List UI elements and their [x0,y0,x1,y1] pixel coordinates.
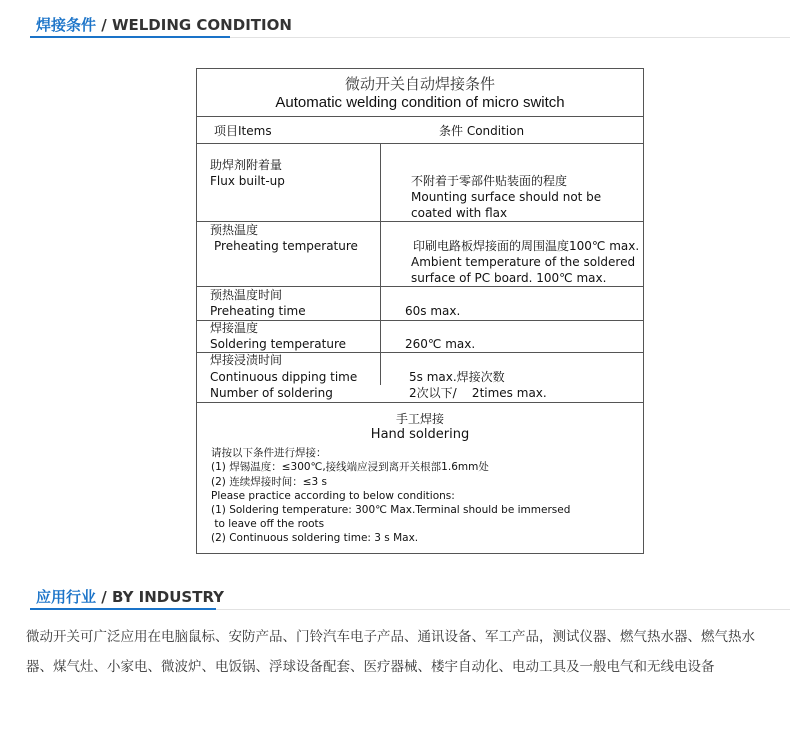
row-solder-temp-en: Soldering temperature [210,337,347,351]
row-preheat-cond-2: Ambient temperature of the soldered [411,255,636,269]
table-rule [197,143,643,144]
hand-instruction-line: (1) Soldering temperature: 300℃ Max.Terminal should be immersed [211,504,571,516]
row-preheat-time-cn: 预热温度时间 [210,288,283,302]
industry-heading-cn: 应用行业 [36,588,97,606]
welding-condition-table [196,68,644,554]
hand-instruction-line: (1) 焊锡温度：≤300℃,接线端应浸到离开关根部1.6mm处 [211,461,489,473]
row-dipping-en: Continuous dipping time [210,370,358,384]
hand-instruction-line: to leave off the roots [211,518,325,530]
hand-soldering-title-en: Hand soldering [370,427,470,442]
industry-heading-en: BY INDUSTRY [111,588,225,606]
hand-instruction-line: Please practice according to below conditions: [211,490,455,502]
row-preheat-cn: 预热温度 [210,223,259,237]
row-dipping-cond-1: 5s max.焊接次数 [409,370,505,384]
doc-title-en: Automatic welding condition of micro switch [275,94,565,111]
header-items: 项目Items [214,124,272,138]
row-solder-temp-cond: 260℃ max. [405,337,476,351]
industry-description: 微动开关可广泛应用在电脑鼠标、安防产品、门铃汽车电子产品、通讯设备、军工产品，测试仪器、燃气热水器、燃气热水器、煤气灶、小家电、微波炉、电饭锅、浮球设备配套、医疗器械、楼宇自动化、电动工具及一般电气和无线电设备 [26,629,755,675]
industry-heading-accent [30,608,216,610]
welding-heading-separator: / [96,16,112,34]
hand-instruction-line: 请按以下条件进行焊接： [211,447,327,459]
table-rule [197,116,643,117]
table-column-divider [380,143,381,385]
table-rule [197,221,643,222]
row-dipping-cond-2: 2次以下/ 2times max. [409,386,547,400]
row-preheat-en: Preheating temperature [214,239,358,253]
row-solder-temp-cn: 焊接温度 [210,321,259,335]
hand-instruction-line: (2) Continuous soldering time: 3 s Max. [211,532,419,544]
header-condition: 条件 Condition [439,124,525,138]
row-preheat-time-cond: 60s max. [405,304,461,318]
row-soldering-count-en: Number of soldering [210,386,333,400]
table-rule [197,402,643,403]
industry-heading-separator: / [96,588,112,606]
welding-heading-cn: 焊接条件 [36,16,97,34]
welding-heading-en: WELDING CONDITION [111,16,292,34]
row-flux-en: Flux built-up [210,174,285,188]
table-rule [197,320,643,321]
welding-heading-accent [30,36,230,38]
row-flux-cond-3: coated with flax [411,206,508,220]
row-flux-cond-1: 不附着于零部件贴装面的程度 [411,174,568,188]
industry-section-heading [36,586,224,607]
row-preheat-cond-1: 印刷电路板焊接面的周围温度100℃ max. [413,239,640,253]
row-dipping-cn: 焊接浸渍时间 [210,353,283,367]
hand-instruction-line: (2) 连续焊接时间：≤3 s [211,476,327,488]
doc-title-cn: 微动开关自动焊接条件 [344,75,495,93]
row-flux-cn: 助焊剂附着量 [210,158,283,172]
row-flux-cond-2: Mounting surface should not be [411,190,602,204]
hand-soldering-title-cn: 手工焊接 [395,412,444,426]
row-preheat-time-en: Preheating time [210,304,306,318]
welding-section-heading [36,14,292,35]
row-preheat-cond-3: surface of PC board. 100℃ max. [411,271,607,285]
